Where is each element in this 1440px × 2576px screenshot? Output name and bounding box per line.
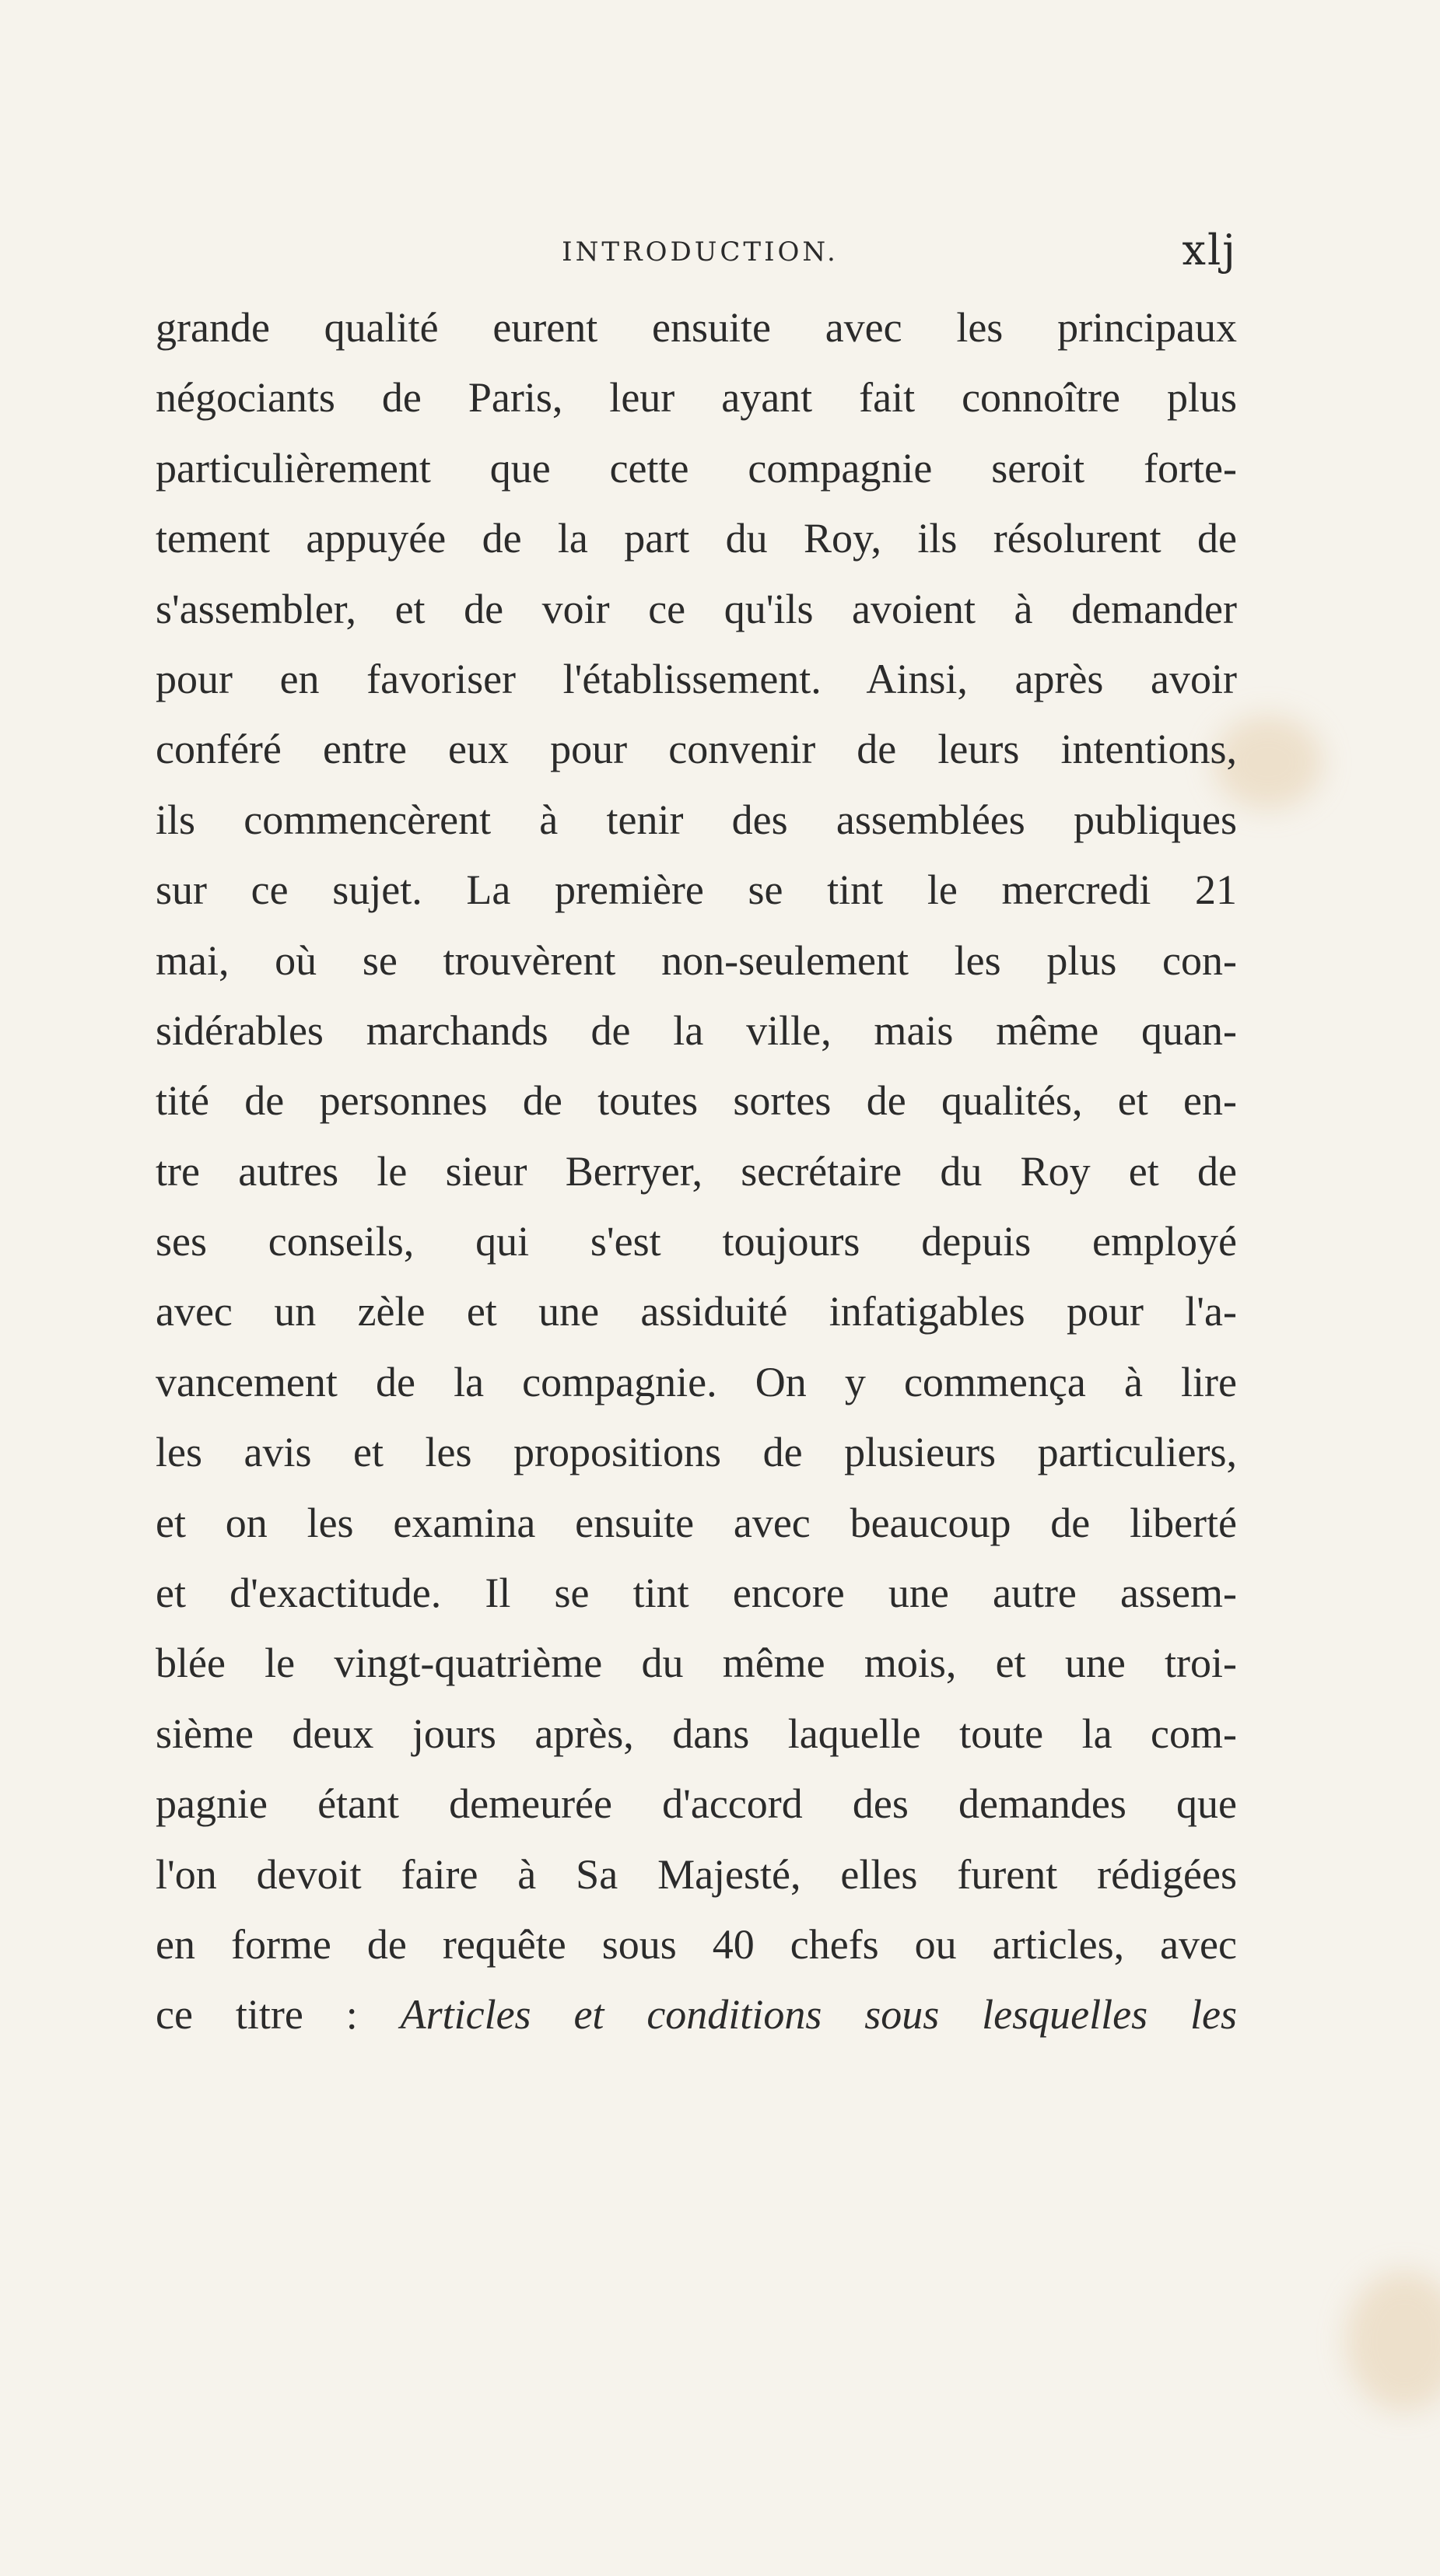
text-line: blée le vingt-quatrième du même mois, et une troi- bbox=[156, 1640, 1237, 1687]
body-text bbox=[156, 292, 1237, 2050]
paper-stain bbox=[1346, 2271, 1440, 2411]
text-line: tement appuyée de la part du Roy, ils résolurent de bbox=[156, 515, 1237, 562]
text-line-last bbox=[156, 1979, 1237, 2049]
text-line: sidérables marchands de la ville, mais même quan- bbox=[156, 1006, 1237, 1054]
page-number: xlj bbox=[1182, 226, 1237, 275]
text-line: négociants de Paris, leur ayant fait connoître plus bbox=[156, 374, 1237, 422]
text-line: grande qualité eurent ensuite avec les principaux bbox=[156, 304, 1237, 351]
running-head bbox=[163, 226, 1237, 280]
text-line: tre autres le sieur Berryer, secrétaire du Roy et de bbox=[156, 1147, 1237, 1195]
running-title: INTRODUCTION. bbox=[562, 236, 839, 268]
text-line: vancement de la compagnie. On y commença à lire bbox=[156, 1358, 1237, 1405]
last-line-roman: ce titre : bbox=[156, 1991, 358, 2039]
text-line: conféré entre eux pour convenir de leurs intentions, bbox=[156, 726, 1237, 773]
text-line: particulièrement que cette compagnie seroit forte- bbox=[156, 444, 1237, 492]
text-line: pour en favoriser l'établissement. Ainsi, après avoir bbox=[156, 655, 1237, 702]
text-line: les avis et les propositions de plusieurs particuliers, bbox=[156, 1429, 1237, 1476]
text-line: l'on devoit faire à Sa Majesté, elles furent rédigées bbox=[156, 1850, 1237, 1898]
text-line: s'assembler, et de voir ce qu'ils avoient à demander bbox=[156, 585, 1237, 632]
text-line: en forme de requête sous 40 chefs ou articles, avec bbox=[156, 1920, 1237, 1968]
text-line: mai, où se trouvèrent non-seulement les plus con- bbox=[156, 936, 1237, 984]
text-line: sième deux jours après, dans laquelle toute la com- bbox=[156, 1710, 1237, 1757]
text-line: pagnie étant demeurée d'accord des demandes que bbox=[156, 1780, 1237, 1828]
last-line-italic: Articles et conditions sous lesquelles les bbox=[400, 1991, 1237, 2039]
text-line: et d'exactitude. Il se tint encore une autre assem- bbox=[156, 1570, 1237, 1617]
text-line: avec un zèle et une assiduité infatigables pour l'a- bbox=[156, 1288, 1237, 1335]
text-line: tité de personnes de toutes sortes de qualités, et en- bbox=[156, 1077, 1237, 1125]
text-line: et on les examina ensuite avec beaucoup de liberté bbox=[156, 1499, 1237, 1546]
text-line: sur ce sujet. La première se tint le mercredi 21 bbox=[156, 866, 1237, 914]
text-line: ses conseils, qui s'est toujours depuis employé bbox=[156, 1218, 1237, 1265]
text-line: ils commencèrent à tenir des assemblées publiques bbox=[156, 796, 1237, 843]
